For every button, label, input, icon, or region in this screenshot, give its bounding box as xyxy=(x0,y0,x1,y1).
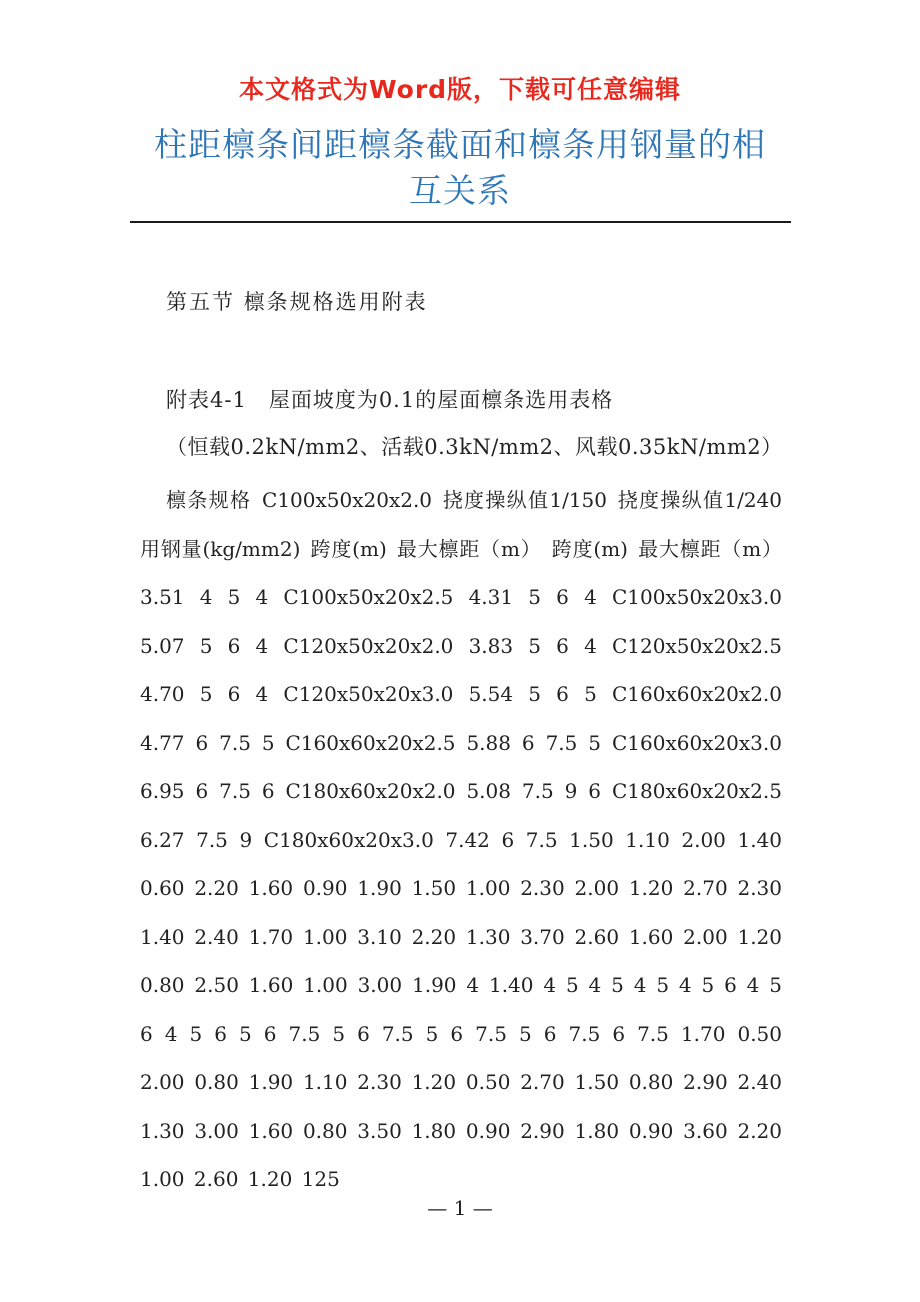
download-notice: 本文格式为Word版，下载可任意编辑 xyxy=(238,75,682,104)
page-number: — 1 — xyxy=(427,1196,493,1220)
table-body-text: 檩条规格 C100x50x20x2.0 挠度操纵值1/150 挠度操纵值1/240 用钢量(kg/mm2) 跨度(m) 最大檩距（m） 跨度(m) 最大檩距（m） 3.51 4 5 4 C100x50x20x2.5 4.31 5 6 4 C100x50x20x3.0 5.07 5 6 4 C120x50x20x2.0 3.83 5 6 4 C120x50x20x2.5 4.70 5 6 4 C120x50x20x3.0 5.54 5 6 5 C160x60x20x2.0 4.77 6 7.5 5 C160x60x20x2.5 5.88 6 7.5 5 C160x60x20x3.0 6.95 6 7.5 6 C180x60x20x2.0 5.08 7.5 9 6 C180x60x20x2.5 6.27 7.5 9 C180x60x20x3.0 7.42 6 7.5 1.50 1.10 2.00 1.40 0.60 2.20 1.60 0.90 1.90 1.50 1.00 2.30 2.00 1.20 2.70 2.30 1.40 2.40 1.70 1.00 3.10 2.20 1.30 3.70 2.60 1.60 2.00 1.20 0.80 2.50 1.60 1.00 3.00 1.90 4 1.40 4 5 4 5 4 5 4 5 6 4 5 6 4 5 6 5 6 7.5 5 6 7.5 5 6 7.5 5 6 7.5 6 7.5 1.70 0.50 2.00 0.80 1.90 1.10 2.30 1.20 0.50 2.70 1.50 0.80 2.90 2.40 1.30 3.00 1.60 0.80 3.50 1.80 0.90 2.90 1.80 0.90 3.60 2.20 1.00 2.60 1.20 125 xyxy=(140,488,782,1191)
table-caption: 附表4-1 屋面坡度为0.1的屋面檩条选用表格 xyxy=(166,388,614,412)
section-heading: 第五节 檩条规格选用附表 xyxy=(166,290,428,314)
title-divider xyxy=(130,221,791,223)
title-line-2: 互关系 xyxy=(409,171,511,210)
document-title xyxy=(60,122,860,214)
load-conditions: （恒载0.2kN/mm2、活载0.3kN/mm2、风载0.35kN/mm2） xyxy=(166,435,783,459)
title-line-1: 柱距檩条间距檩条截面和檩条用钢量的相 xyxy=(154,125,766,164)
